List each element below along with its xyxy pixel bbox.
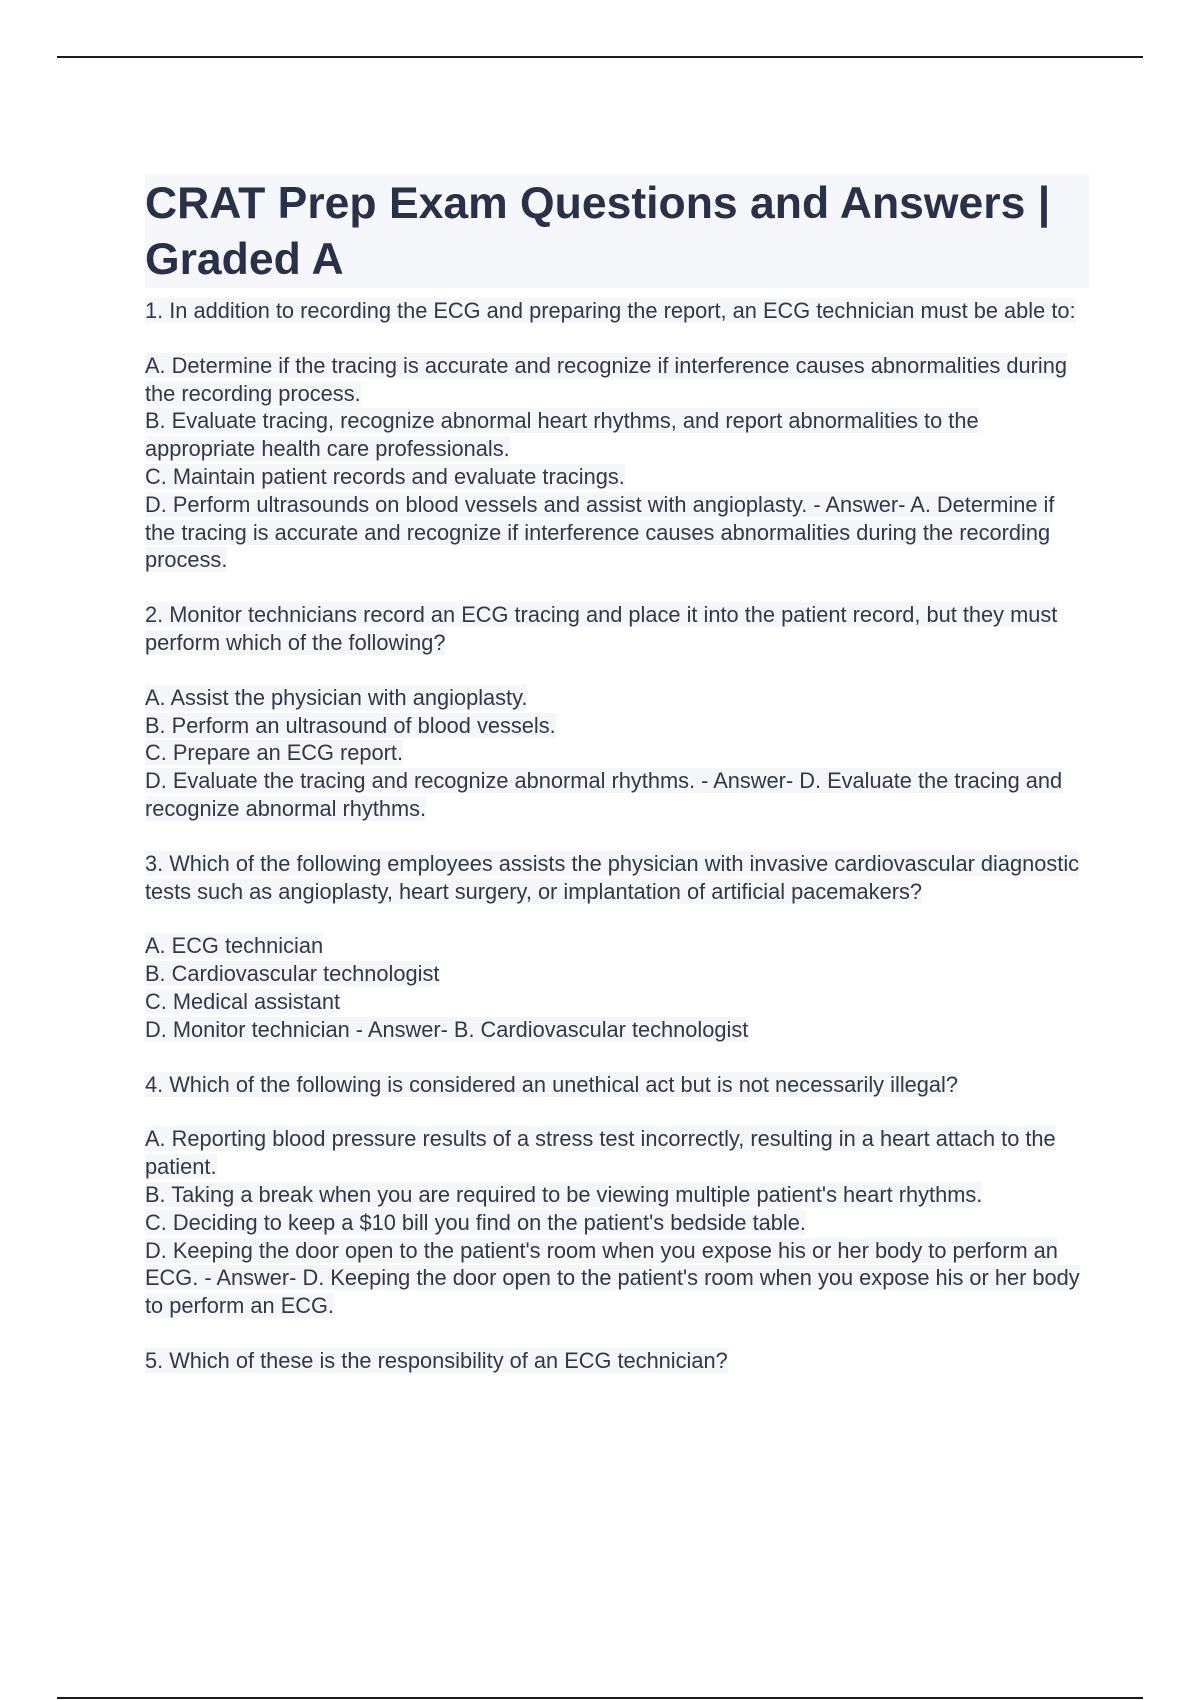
question-1-option-c: C. Maintain patient records and evaluate tracings.: [145, 463, 625, 489]
question-5: [145, 1347, 1089, 1375]
question-4-option-a: A. Reporting blood pressure results of a stress test incorrectly, resulting in a heart attach to the patient.: [145, 1126, 1056, 1180]
question-4-option-d-answer: D. Keeping the door open to the patient's room when you expose his or her body to perform an ECG. - Answer- D. Keeping the door open to the patient's room when you expose his or her body to perform an ECG.: [145, 1237, 1080, 1319]
question-1-text: 1. In addition to recording the ECG and preparing the report, an ECG technician must be able to:: [145, 298, 1076, 323]
question-4-option-c: C. Deciding to keep a $10 bill you find on the patient's bedside table.: [145, 1209, 806, 1235]
question-4: [145, 1071, 1089, 1320]
question-2-option-c: C. Prepare an ECG report.: [145, 740, 404, 766]
header-rule: [57, 56, 1143, 58]
question-5-text: 5. Which of these is the responsibility of an ECG technician?: [145, 1347, 728, 1373]
footer-rule: [57, 1697, 1143, 1699]
question-4-text: 4. Which of the following is considered an unethical act but is not necessarily illegal?: [145, 1071, 958, 1097]
question-3-option-a: A. ECG technician: [145, 933, 324, 959]
question-2-text: 2. Monitor technicians record an ECG tracing and place it into the patient record, but they must perform which of the following?: [145, 602, 1058, 655]
question-3-option-d-answer: D. Monitor technician - Answer- B. Cardiovascular technologist: [145, 1016, 749, 1042]
question-1: [145, 297, 1089, 574]
question-2-option-d-answer: D. Evaluate the tracing and recognize abnormal rhythms. - Answer- D. Evaluate the tracing and recognize abnormal rhythms.: [145, 768, 1063, 821]
question-3-option-c: C. Medical assistant: [145, 988, 341, 1014]
question-1-option-a: A. Determine if the tracing is accurate and recognize if interference causes abnormalities during the recording process.: [145, 352, 1067, 406]
question-4-option-b: B. Taking a break when you are required to be viewing multiple patient's heart rhythms.: [145, 1181, 983, 1207]
question-2-option-a: A. Assist the physician with angioplasty.: [145, 684, 528, 710]
question-1-option-d-answer: D. Perform ultrasounds on blood vessels and assist with angioplasty. - Answer- A. Determine if the tracing is accurate and recognize if interference causes abnormalities during the recording process.: [145, 491, 1055, 573]
question-3-option-b: B. Cardiovascular technologist: [145, 961, 440, 987]
document-title: CRAT Prep Exam Questions and Answers | Graded A: [145, 174, 1089, 288]
question-1-option-b: B. Evaluate tracing, recognize abnormal heart rhythms, and report abnormalities to the appropriate health care professionals.: [145, 408, 979, 462]
question-2: [145, 601, 1089, 823]
document-body: [145, 174, 1089, 1375]
question-2-option-b: B. Perform an ultrasound of blood vessels.: [145, 712, 556, 738]
question-3: [145, 850, 1089, 1044]
question-3-text: 3. Which of the following employees assists the physician with invasive cardiovascular diagnostic tests such as angioplasty, heart surgery, or implantation of artificial pacemakers?: [145, 850, 1080, 904]
